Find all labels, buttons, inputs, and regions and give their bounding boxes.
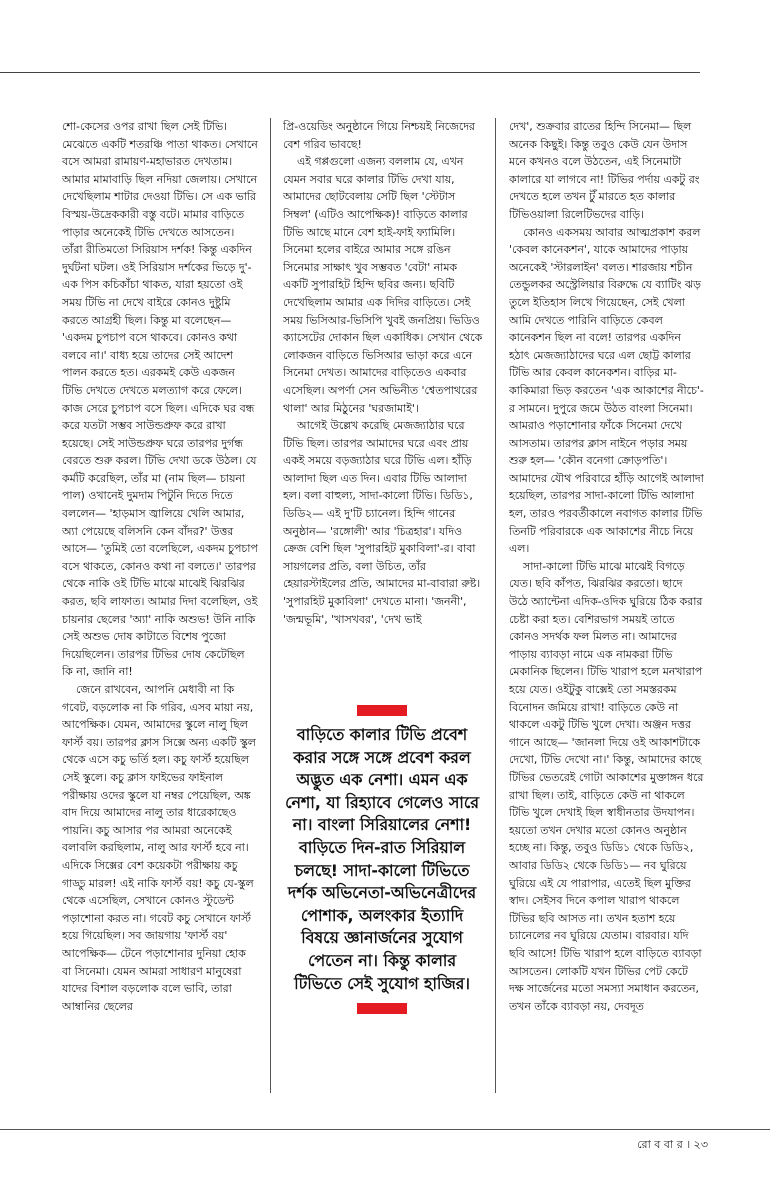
article-column-2 — [283, 118, 483, 688]
column-3-paragraph-1: দেখ', শুক্রবার রাতের হিন্দি সিনেমা— ছিল অনেক কিছুই। কিন্তু তবুও কেউ যেন উদাস মনে কখনও বলে উঠতেন, এই সিনেমাটা কালারে যা লাগবে না! টিভির পর্দায় একটু রং দেখতে হলে তখন টুঁ মারতে হত কালার টিভিওয়ালা রিলেটিভদের বাড়ি। — [509, 120, 700, 221]
pull-quote-bottom-bar — [357, 1003, 407, 1014]
column-3-paragraph-3: সাদা-কালো টিভি মাঝে মাঝেই বিগড়ে যেত। ছবি কাঁপত, ঝিরঝির করতো। ছাদে উঠে অ্যান্টেনা এদিক-ওদিক ঘুরিয়ে ঠিক করার চেষ্টা করা হত। বেশিরভাগ সময়ই তাতে কোনও সদর্থক ফল মিলত না। আমাদের পাড়ায় ব্যাবড়া নামে এক নামকরা টিভি মেকানিক ছিলেন। টিভি খারাপ হলে মনখারাপ হয়ে যেত। ওইটুকু বাক্সেই তো সমস্তরকম বিনোদন জমিয়ে রাখা! বাড়িতে কেউ না থাকলে একটু টিভি খুলে দেখা। অঞ্জন দত্তর গানে আছে— 'জানলা দিয়ে ওই আকাশটাকে দেখো, টিভি দেখো না।' কিন্তু, আমাদের কাছে টিভির ভেতরেই গোটা আকাশের মুক্তাঙ্গন ধরে রাখা ছিল। তাই, বাড়িতে কেউ না থাকলে টিভি খুলে দেখাই ছিল স্বাধীনতার উদযাপন। হয়তো তখন দেখার মতো কোনও অনুষ্ঠান হচ্ছে না। কিন্তু, তবুও ডিডি১ থেকে ডিডি২, আবার ডিডি২ থেকে ডিডি১— নব ঘুরিয়ে ঘুরিয়ে এই যে পারাপার, এতেই ছিল মুক্তির স্বাদ। সেইসব দিনে কপাল খারাপ থাকলে টিভির ছবি আসত না। তখন হতাশ হয়ে চ্যানেলের নব ঘুরিয়ে যেতাম। বারবার। যদি ছবি আসে! টিভি খারাপ হলে বাড়িতে ব্যাবড়া আসতেন। লোকটি যখন টিভির পেট কেটে দক্ষ সার্জেনের মতো সমস্যা সমাধান করতেন, তখন তাঁকে ব্যাবড়া নয়, দেবদূত — [509, 559, 704, 1013]
pull-quote-box — [282, 700, 482, 1110]
header-rule — [0, 72, 700, 73]
column-2-paragraph-3: আগেই উল্লেখ করেছি মেজজ্যাঠার ঘরে টিভি ছিল। তারপর আমাদের ঘরে এবং প্রায় একই সময়ে বড়জ্যাঠার ঘরে টিভি এল। হাঁড়ি আলাদা ছিল এত দিন। এবার টিভি আলাদা হল। বলা বাহুল্য, সাদা-কালো টিভি। ডিডি১, ডিডি২— এই দু'টি চ্যানেল। হিন্দি গানের অনুষ্ঠান— 'রঙ্গোলী' আর 'চিত্রহার'। যদিও ক্রেজ বেশি ছিল 'সুপারহিট মুকাবিলা'-র। বাবা সায়গলের প্রতি, বলা উচিত, তাঁর হেয়ারস্টাইলের প্রতি, আমাদের মা-বাবারা রুষ্ট। 'সুপারহিট মুকাবিলা' দেখতে মানা। 'জননী', 'জন্মভূমি', 'খাসখবর', 'দেখ ভাই — [283, 419, 481, 626]
column-2-paragraph-2: এই গপ্পগুলো এজন্য বললাম যে, এখন যেমন সবার ঘরে কালার টিভি দেখা যায়, আমাদের ছোটবেলায় সেটি ছিল 'স্টেটাস সিম্বল' (এটিও আপেক্ষিক)! বাড়িতে কালার টিভি আছে মানে বেশ হাই-ফাই ফ্যামিলি। সিনেমা হলের বাইরে আমার সঙ্গে রঙিন সিনেমার সাক্ষাৎ খুব সম্ভবত 'বেটা' নামক একটি সুপারহিট হিন্দি ছবির জন্য। ছবিটি দেখেছিলাম আমার এক দিদির বাড়িতে। সেই সময় ভিসিআর-ভিসিপি খুবই জনপ্রিয়। ভিডিও ক্যাসেটের দোকান ছিল একাধিক। সেখান থেকে লোকজন বাড়িতে ভিসিআর ভাড়া করে এনে সিনেমা দেখত। আমাদের বাড়িতেও একবার এসেছিল। অপর্ণা সেন অভিনীত 'শ্বেতপাথরের থালা' আর মিঠুনের 'ঘরজামাই'। — [283, 155, 483, 415]
pull-quote-text: বাড়িতে কালার টিভি প্রবেশ করার সঙ্গে সঙ্গে প্রবেশ করল অদ্ভুত এক নেশা। এমন এক নেশা, যা রিহ্যাবে গেলেও সারে না। বাংলা সিরিয়ালের নেশা! বাড়িতে দিন-রাত সিরিয়াল চলছে! সাদা-কালো টিভিতে দর্শক অভিনেতা-অভিনেত্রীদের পোশাক, অলংকার ইত্যাদি বিষয়ে জ্ঞানার্জনের সুযোগ পেতেন না। কিন্তু কালার টিভিতে সেই সুযোগ হাজির। — [285, 725, 479, 993]
article-column-3 — [509, 118, 704, 1093]
column-3-paragraph-2: কোনও একসময় আবার আত্মপ্রকাশ করল 'কেবল কানেকশন', যাকে আমাদের পাড়ায় অনেকেই 'স্টারলাইন' বলত। শারজায় শচীন তেন্ডুলকর অস্ট্রেলিয়ার বিরুদ্ধে যে ব্যাটিং ঝড় তুলে ইতিহাস লিখে গিয়েছেন, সেই খেলা আমি দেখতে পারিনি বাড়িতে কেবল কানেকশন ছিল না বলে! তারপর একদিন হঠাৎ মেজজ্যাঠাদের ঘরে এল ছোট্ট কালার টিভি আর কেবল কানেকশন। বাড়ির মা-কাকিমারা ভিড় করতেন 'এক আকাশের নীচে'-র সামনে। দুপুরে জমে উঠত বাংলা সিনেমা। আমরাও পড়াশোনার ফাঁকে সিনেমা দেখে আসতাম। তারপর ক্লাস নাইনে পড়ার সময় শুরু হল— 'কৌন বনেগা ক্রোড়পতি'। আমাদের যৌথ পরিবারে হাঁড়ি আগেই আলাদা হয়েছিল, তারপর সাদা-কালো টিভি আলাদা হল, তারও পরবর্তীকালে নবাগত কালার টিভি তিনটি পরিবারকে এক আকাশের নীচে নিয়ে এল। — [509, 225, 704, 556]
column-2-paragraph-1: প্রি-ওয়েডিং অনুষ্ঠানে গিয়ে নিশ্চয়ই নিজেদের বেশ গরিব ভাবছে! — [283, 120, 475, 151]
page-folio: রো ব বা র । ২৩ — [637, 1138, 708, 1151]
column-divider-2 — [495, 118, 496, 1093]
footer-rule — [0, 1129, 770, 1130]
column-1-paragraph-2: জেনে রাখবেন, আপনি মেধাবী না কি গবেট, বড়লোক না কি গরিব, এসব মায়া নয়, আপেক্ষিক। যেমন, আমাদের স্কুলে নালু ছিল ফার্স্ট বয়। তারপর ক্লাস সিক্সে অন্য একটি স্কুল থেকে এসে কচু ভর্তি হল। কচু ফার্স্ট হয়েছিল সেই স্কুলে। কচু ক্লাস ফাইভের ফাইনাল পরীক্ষায় ওদের স্কুলে যা নম্বর পেয়েছিল, অঙ্ক বাদ দিয়ে আমাদের নালু তার ধারেকাছেও পায়নি। কচু আসার পর আমরা অনেকেই বলাবলি করছিলাম, নালু আর ফার্স্ট হবে না। এদিকে সিক্সের বেশ কয়েকটা পরীক্ষায় কচু গাড্ডু মারল! এই নাকি ফার্স্ট বয়! কচু যে-স্কুল থেকে এসেছিল, সেখানে কোনও স্টুডেন্ট পড়াশোনা করত না। গবেট কচু সেখানে ফার্স্ট হয়ে গিয়েছিল। সব জায়গায় 'ফার্স্ট বয়' আপেক্ষিক— টেনে পড়াশোনার দুনিয়া হোক বা সিনেমা। যেমন আমরা সাধারণ মানুষেরা যাদের বিশাল বড়লোক বলে ভাবি, তারা আম্বানির ছেলের — [62, 683, 256, 1013]
column-1-paragraph-1: শো-কেসের ওপর রাখা ছিল সেই টিভি। মেঝেতে একটি শতরঞ্চি পাতা থাকত। সেখানে বসে আমরা রামায়ণ-মহাভারত দেখতাম। আমার মামাবাড়ি ছিল নদিয়া জেলায়। সেখানে দেখেছিলাম শাটার দেওয়া টিভি। সে এক ভারি বিস্ময়-উদ্রেককারী বস্তু বটে। মামার বাড়িতে পাড়ার অনেকেই টিভি দেখতে আসতেন। তাঁরা রীতিমতো সিরিয়াস দর্শক! কিন্তু একদিন দুর্ঘটনা ঘটল। ওই সিরিয়াস দর্শকের ভিড়ে দু'-এক পিস কচিকাঁচা থাকত, যারা হয়তো ওই সময় টিভি না দেখে বাইরে কোনও দুষ্টুমি করতে আগ্রহী ছিল। কিন্তু মা বলেছেন— 'একদম চুপচাপ বসে থাকবে। কোনও কথা বলবে না।' বাধ্য হয়ে তাদের সেই আদেশ পালন করতে হত। এরকমই কেউ একজন টিভি দেখতে দেখতে মলত্যাগ করে ফেলে। কাজ সেরে চুপচাপ বসে ছিল। এদিকে ঘর বন্ধ করে যতটা সম্ভব সাউন্ডপ্রুফ করে রাখা হয়েছে। সেই সাউন্ডপ্রুফ ঘরে তারপর দুর্গন্ধ বেরতে শুরু করল। টিভি দেখা ডকে উঠল। যে কর্মটি করেছিল, তাঁর মা (নাম ছিল— চায়না পাল) ওখানেই দুমদাম পিটুনি দিতে দিতে বললেন— 'হাড়মাস জ্বালিয়ে খেলি আমার, অ্যা পেয়েছে বলিসনি কেন বাঁদর?' উত্তর আসে— 'তুমিই তো বলেছিলে, একদম চুপচাপ বসে থাকতে, কোনও কথা না বলতে।' তারপর থেকে নাকি ওই টিভি মাঝে মাঝেই ঝিরঝির করত, ছবি লাফাত। আমার দিদা বলেছিল, ওই চায়নার ছেলের 'অ্যা' নাকি অশুভ! উনি নাকি সেই অশুভ দোষ কাটাতে বিশেষ পুজো দিয়েছিলেন। তারপর টিভির দোষ কেটেছিল কি না, জানি না! — [62, 120, 258, 679]
article-column-1 — [62, 118, 258, 1093]
pull-quote-top-bar — [357, 705, 407, 716]
column-divider-1 — [270, 118, 271, 1093]
